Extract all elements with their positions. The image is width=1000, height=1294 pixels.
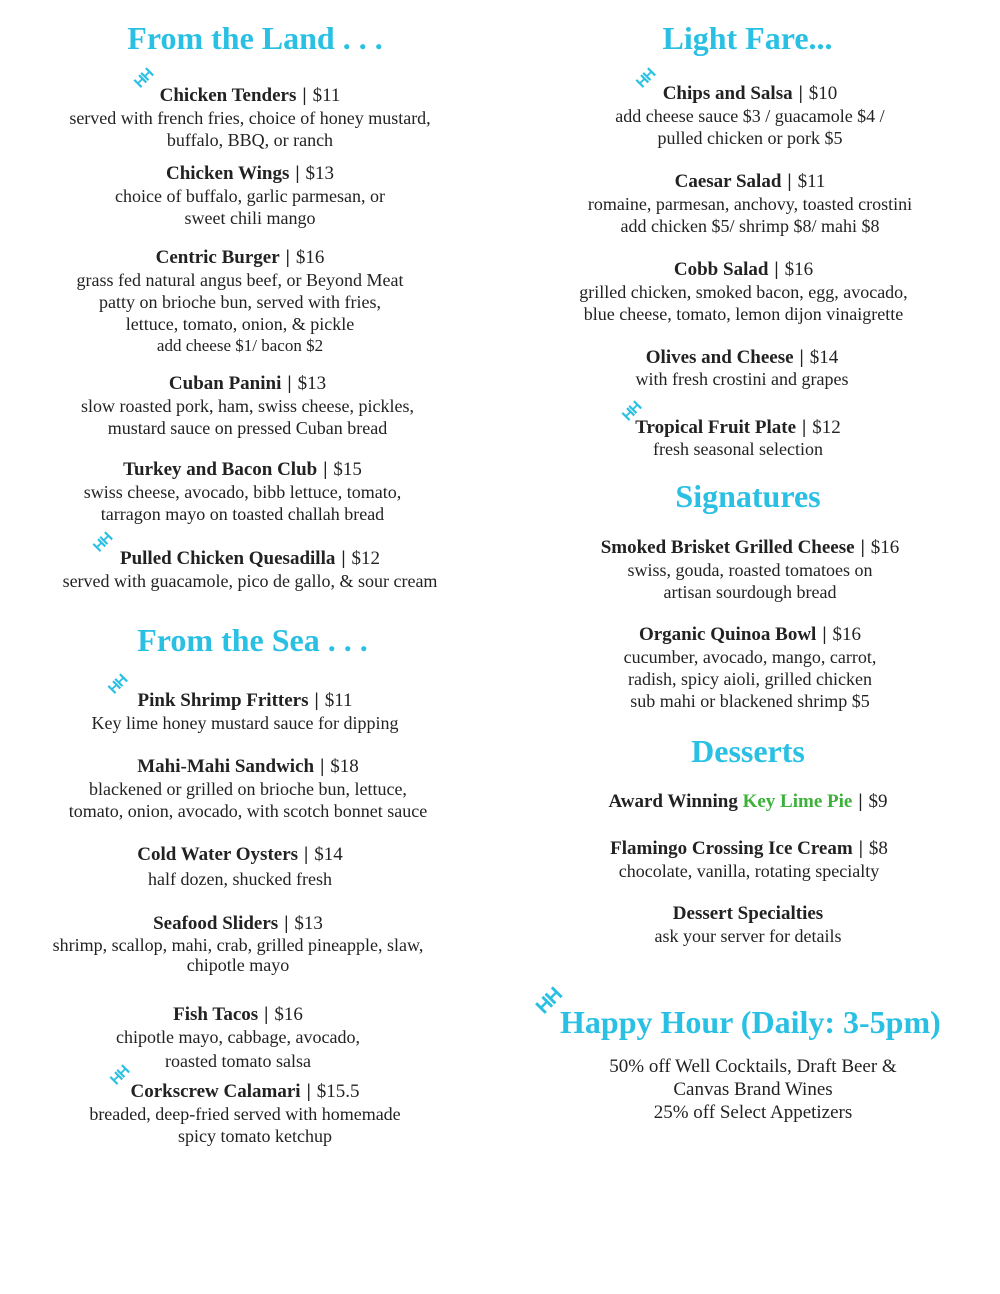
item-price: $13: [294, 913, 323, 934]
item-price: $11: [324, 690, 353, 711]
separator: |: [285, 247, 290, 268]
happy-hour-icon: HH: [106, 1062, 133, 1089]
item-desc: swiss cheese, avocado, bibb lettuce, tomato,: [83, 482, 402, 502]
menu-item: [0, 162, 500, 229]
menu-item: [500, 623, 1000, 712]
happy-hour-line: 50% off Well Cocktails, Draft Beer &: [609, 1056, 897, 1077]
separator: |: [774, 259, 779, 280]
happy-hour-line: Canvas Brand Wines: [673, 1079, 833, 1100]
item-desc: add cheese $1/ bacon $2: [156, 336, 324, 355]
menu-item: [500, 82, 1000, 149]
happy-hour-icon: HH: [531, 983, 567, 1019]
separator: |: [858, 791, 863, 812]
item-desc: lettuce, tomato, onion, & pickle: [125, 314, 355, 334]
item-price: $14: [809, 347, 839, 368]
item-name: Tropical Fruit Plate: [635, 417, 797, 438]
menu-item: [0, 689, 490, 734]
item-name: Dessert Specialties: [672, 903, 824, 924]
item-price: $11: [797, 171, 826, 192]
separator: |: [799, 347, 804, 368]
item-desc: half dozen, shucked fresh: [148, 869, 332, 889]
item-desc: blue cheese, tomato, lemon dijon vinaigrette: [583, 304, 904, 324]
item-name: Smoked Brisket Grilled Cheese: [600, 537, 855, 558]
happy-hour-icon: HH: [104, 671, 131, 698]
menu-item: [500, 346, 984, 389]
menu-item: [0, 372, 495, 439]
item-price: $12: [351, 548, 381, 569]
section-heading-desserts: Desserts: [691, 733, 805, 769]
item-desc: slow roasted pork, ham, swiss cheese, pickles,: [81, 396, 414, 416]
item-name-highlight: Key Lime Pie: [742, 791, 853, 812]
separator: |: [295, 163, 300, 184]
item-name: Corkscrew Calamari: [130, 1081, 301, 1102]
item-name: Chicken Wings: [165, 163, 290, 184]
item-desc: pulled chicken or pork $5: [657, 128, 843, 148]
menu-item: [0, 1080, 490, 1147]
item-name: Fish Tacos: [173, 1004, 259, 1025]
item-name: Chips and Salsa: [662, 83, 793, 104]
item-desc: spicy tomato ketchup: [178, 1126, 332, 1146]
separator: |: [802, 417, 807, 438]
item-desc: chocolate, vanilla, rotating specialty: [618, 861, 880, 881]
item-desc: add cheese sauce $3 / guacamole $4 /: [615, 106, 885, 126]
item-desc: choice of buffalo, garlic parmesan, or: [114, 186, 386, 206]
item-name: Caesar Salad: [674, 171, 782, 192]
section-heading-land: From the Land . . .: [127, 20, 383, 56]
item-desc: grilled chicken, smoked bacon, egg, avocado,: [579, 282, 908, 302]
separator: |: [323, 459, 328, 480]
item-name: Olives and Cheese: [645, 347, 794, 368]
item-desc: patty on brioche bun, served with fries,: [99, 292, 381, 312]
item-desc: sweet chili mango: [184, 208, 316, 228]
menu-item: [500, 416, 976, 459]
item-name: Pulled Chicken Quesadilla: [119, 548, 336, 569]
item-price: $16: [274, 1004, 303, 1025]
menu-item: [500, 790, 996, 813]
item-desc: cucumber, avocado, mango, carrot,: [623, 647, 877, 667]
menu-item: [500, 258, 987, 325]
item-price: $10: [808, 83, 838, 104]
item-desc: served with french fries, choice of honey mustard,: [69, 108, 431, 128]
item-desc: romaine, parmesan, anchovy, toasted crostini: [587, 194, 913, 214]
item-name: Cold Water Oysters: [137, 844, 299, 865]
item-price: $16: [832, 624, 862, 645]
item-desc: swiss, gouda, roasted tomatoes on: [627, 560, 873, 580]
item-desc: roasted tomato salsa: [165, 1051, 311, 1071]
item-price: $13: [305, 163, 335, 184]
item-desc: fresh seasonal selection: [653, 439, 823, 459]
happy-hour-icon: HH: [130, 65, 157, 92]
separator: |: [341, 548, 346, 569]
menu-item: [0, 458, 485, 525]
item-desc: tarragon mayo on toasted challah bread: [100, 504, 385, 524]
item-price: $14: [314, 844, 343, 865]
item-price: $18: [330, 756, 359, 777]
separator: |: [858, 838, 863, 859]
section-heading-signatures: Signatures: [675, 478, 821, 514]
item-price: $16: [870, 537, 900, 558]
separator: |: [798, 83, 803, 104]
item-desc: Key lime honey mustard sauce for dipping: [91, 713, 399, 733]
item-desc: sub mahi or blackened shrimp $5: [630, 691, 870, 711]
item-desc: shrimp, scallop, mahi, crab, grilled pineapple, slaw,: [52, 935, 424, 955]
menu-item: [0, 912, 476, 975]
item-price: $16: [295, 247, 325, 268]
separator: |: [284, 913, 289, 934]
item-price: $12: [812, 417, 841, 438]
separator: |: [314, 690, 319, 711]
item-desc: artisan sourdough bread: [663, 582, 837, 602]
menu-item: [0, 547, 500, 592]
item-name: Cobb Salad: [673, 259, 769, 280]
menu-item: [500, 902, 996, 947]
separator: |: [787, 171, 792, 192]
item-name: Pink Shrimp Fritters: [137, 690, 309, 711]
item-price: $11: [312, 85, 341, 106]
menu-item: [500, 170, 1000, 237]
separator: |: [302, 85, 307, 106]
item-name: Turkey and Bacon Club: [123, 459, 318, 480]
item-desc: mustard sauce on pressed Cuban bread: [107, 418, 388, 438]
item-name: Flamingo Crossing Ice Cream: [610, 838, 853, 859]
section-heading-light-fare: Light Fare...: [662, 20, 833, 56]
menu-item: [0, 755, 496, 822]
menu-item: [0, 1003, 476, 1072]
happy-hour-icon: HH: [618, 398, 645, 425]
item-desc: radish, spicy aioli, grilled chicken: [628, 669, 872, 689]
item-price: $8: [868, 838, 888, 859]
item-desc: tomato, onion, avocado, with scotch bonnet sauce: [68, 801, 428, 821]
item-name: Mahi-Mahi Sandwich: [137, 756, 315, 777]
item-name: Organic Quinoa Bowl: [638, 624, 817, 645]
item-name: Centric Burger: [155, 247, 280, 268]
item-name: Chicken Tenders: [159, 85, 297, 106]
item-price: $15: [333, 459, 362, 480]
item-desc: chipotle mayo, cabbage, avocado,: [116, 1027, 360, 1047]
item-name-prefix: Award Winning: [608, 791, 738, 812]
item-desc: buffalo, BBQ, or ranch: [166, 130, 334, 150]
item-name: Seafood Sliders: [153, 913, 279, 934]
item-desc: ask your server for details: [654, 926, 842, 946]
separator: |: [306, 1081, 311, 1102]
item-price: $15.5: [316, 1081, 360, 1102]
item-desc: grass fed natural angus beef, or Beyond Meat: [76, 270, 404, 290]
separator: |: [860, 537, 865, 558]
item-desc: blackened or grilled on brioche bun, lettuce,: [89, 779, 407, 799]
happy-hour-details: [500, 1055, 1000, 1124]
separator: |: [320, 756, 325, 777]
separator: |: [264, 1004, 269, 1025]
menu-item: [0, 843, 480, 890]
separator: |: [287, 373, 292, 394]
item-price: $16: [784, 259, 814, 280]
item-desc: breaded, deep-fried served with homemade: [89, 1104, 401, 1124]
item-desc: served with guacamole, pico de gallo, & sour cream: [62, 571, 438, 591]
section-heading-happy-hour: Happy Hour (Daily: 3-5pm): [560, 1004, 941, 1040]
item-name: Cuban Panini: [168, 373, 282, 394]
menu-item: [0, 84, 500, 151]
menu-item: [500, 536, 1000, 603]
item-desc: add chicken $5/ shrimp $8/ mahi $8: [620, 216, 880, 236]
menu-item: [500, 837, 998, 882]
happy-hour-icon: HH: [89, 529, 116, 556]
separator: |: [304, 844, 309, 865]
happy-hour-line: 25% off Select Appetizers: [653, 1102, 853, 1123]
separator: |: [822, 624, 827, 645]
happy-hour-icon: HH: [632, 65, 659, 92]
item-desc: with fresh crostini and grapes: [635, 369, 849, 389]
section-heading-sea: From the Sea . . .: [137, 622, 368, 658]
menu-item: [0, 246, 480, 357]
item-price: $13: [297, 373, 327, 394]
item-price: $9: [868, 791, 888, 812]
item-desc: chipotle mayo: [186, 955, 290, 975]
